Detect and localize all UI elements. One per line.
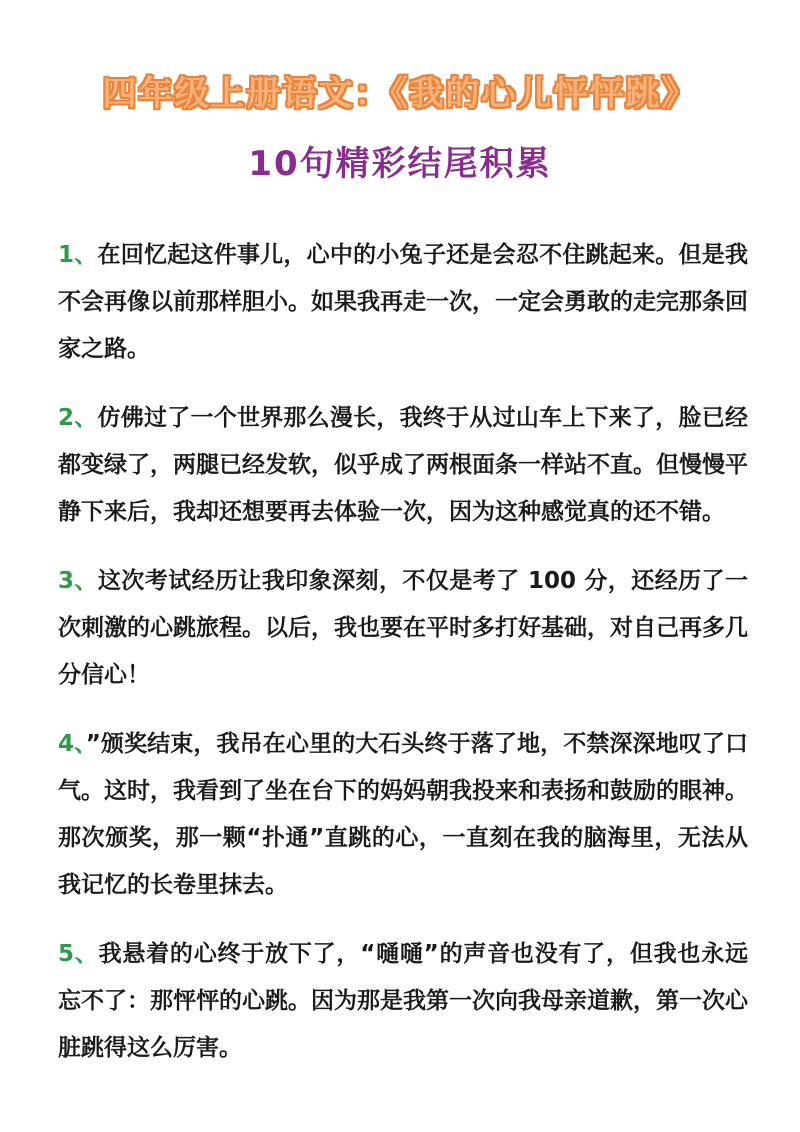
item-number: 5、: [58, 941, 99, 967]
item-number: 3、: [58, 568, 98, 594]
list-item: [58, 395, 748, 536]
list-item: [58, 931, 748, 1072]
item-text: 这次考试经历让我印象深刻，不仅是考了 100 分，还经历了一次刺激的心跳旅程。以后，我也要在平时多打好基础，对自己再多几分信心！: [58, 568, 748, 688]
item-text: 仿佛过了一个世界那么漫长，我终于从过山车上下来了，脸已经都变绿了，两腿已经发软，似乎成了两根面条一样站不直。但慢慢平静下来后，我却还想要再去体验一次，因为这种感觉真的还不错。: [58, 405, 749, 525]
page-title: 四年级上册语文：《我的心儿怦怦跳》: [102, 74, 698, 114]
list-item: [58, 558, 748, 699]
page-subtitle: 10句精彩结尾积累: [248, 144, 552, 184]
item-text: ”颁奖结束，我吊在心里的大石头终于落了地，不禁深深地叹了口气。这时，我看到了坐在台下的妈妈朝我投来和表扬和鼓励的眼神。那次颁奖，那一颗“扑通”直跳的心，一直刻在我的脑海里，无法从我记忆的长卷里抹去。: [58, 731, 748, 898]
sentence-list: [58, 232, 748, 1094]
item-number: 1、: [58, 242, 98, 268]
list-item: [58, 721, 748, 909]
item-number: 4、: [58, 731, 86, 757]
item-text: 在回忆起这件事儿，心中的小兔子还是会忍不住跳起来。但是我不会再像以前那样胆小。如果我再走一次，一定会勇敢的走完那条回家之路。: [58, 242, 749, 362]
item-text: 我悬着的心终于放下了，“嗵嗵”的声音也没有了，但我也永远忘不了：那怦怦的心跳。因为那是我第一次向我母亲道歉，第一次心脏跳得这么厉害。: [58, 941, 748, 1061]
item-number: 2、: [58, 405, 98, 431]
list-item: [58, 232, 748, 373]
